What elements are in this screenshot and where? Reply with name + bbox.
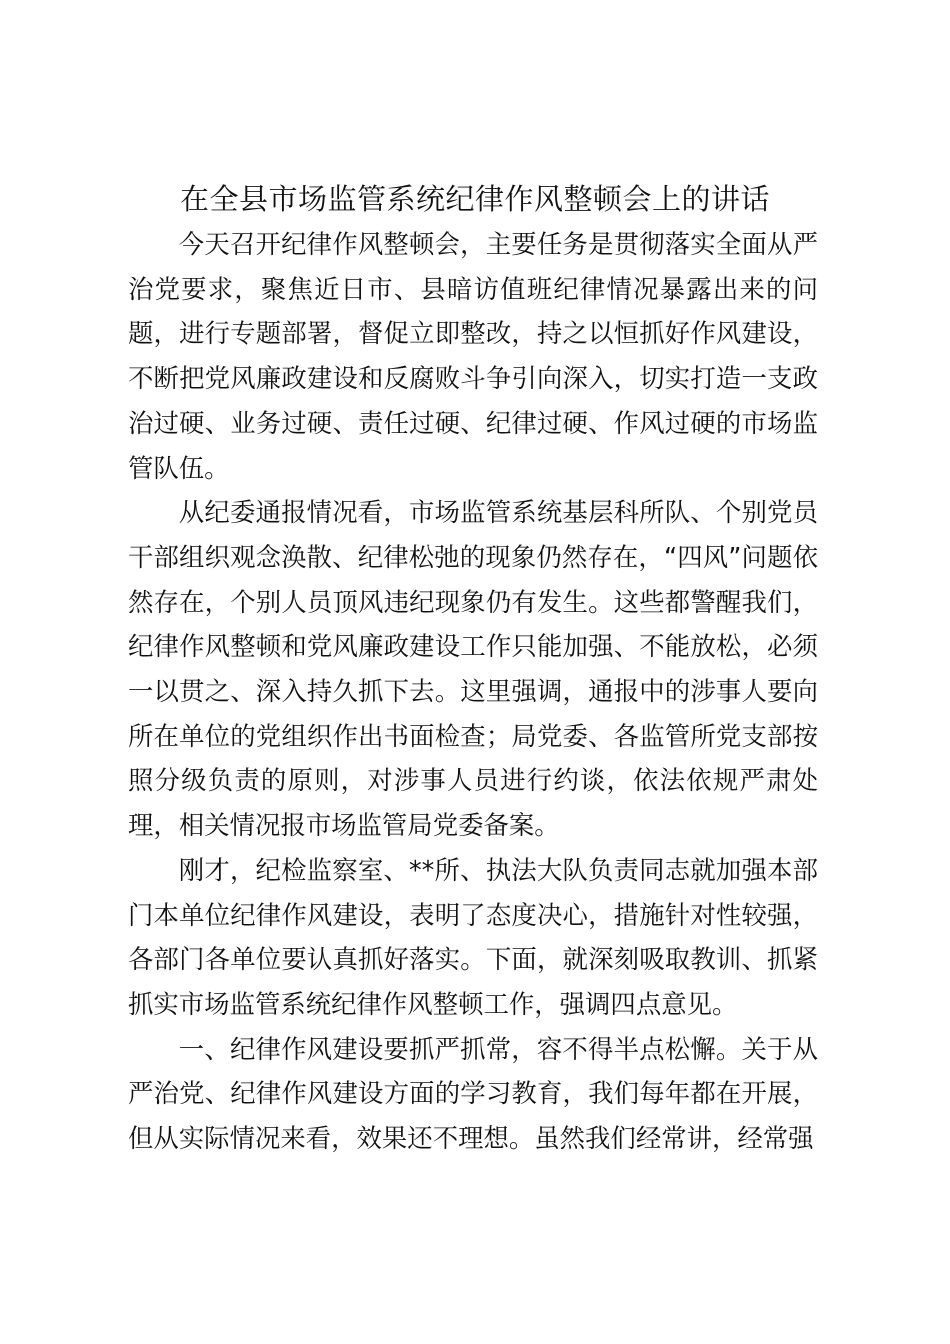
paragraph-2: 从纪委通报情况看，市场监管系统基层科所队、个别党员干部组织观念涣散、纪律松弛的现象仍然存在，“四风”问题依然存在，个别人员顶风违纪现象仍有发生。这些都警醒我们，纪律作风整顿和党风廉政建设工作只能加强、不能放松，必须一以贯之、深入持久抓下去。这里强调，通报中的涉事人要向所在单位的党组织作出书面检查；局党委、各监管所党支部按照分级负责的原则，对涉事人员进行约谈，依法依规严肃处理，相关情况报市场监管局党委备案。 — [128, 497, 818, 841]
document-title: 在全县市场监管系统纪律作风整顿会上的讲话 — [179, 182, 770, 216]
document-body — [128, 222, 818, 1161]
paragraph-4: 一、纪律作风建设要抓严抓常，容不得半点松懈。关于从严治党、纪律作风建设方面的学习教育，我们每年都在开展，但从实际情况来看，效果还不理想。虽然我们经常讲，经常强 — [128, 1033, 818, 1154]
paragraph-1: 今天召开纪律作风整顿会，主要任务是贯彻落实全面从严治党要求，聚焦近日市、县暗访值班纪律情况暴露出来的问题，进行专题部署，督促立即整改，持之以恒抓好作风建设，不断把党风廉政建设和反腐败斗争引向深入，切实打造一支政治过硬、业务过硬、责任过硬、纪律过硬、作风过硬的市场监管队伍。 — [128, 229, 818, 483]
paragraph-3: 刚才，纪检监察室、**所、执法大队负责同志就加强本部门本单位纪律作风建设，表明了态度决心，措施针对性较强，各部门各单位要认真抓好落实。下面，就深刻吸取教训、抓紧抓实市场监管系统纪律作风整顿工作，强调四点意见。 — [128, 854, 818, 1019]
